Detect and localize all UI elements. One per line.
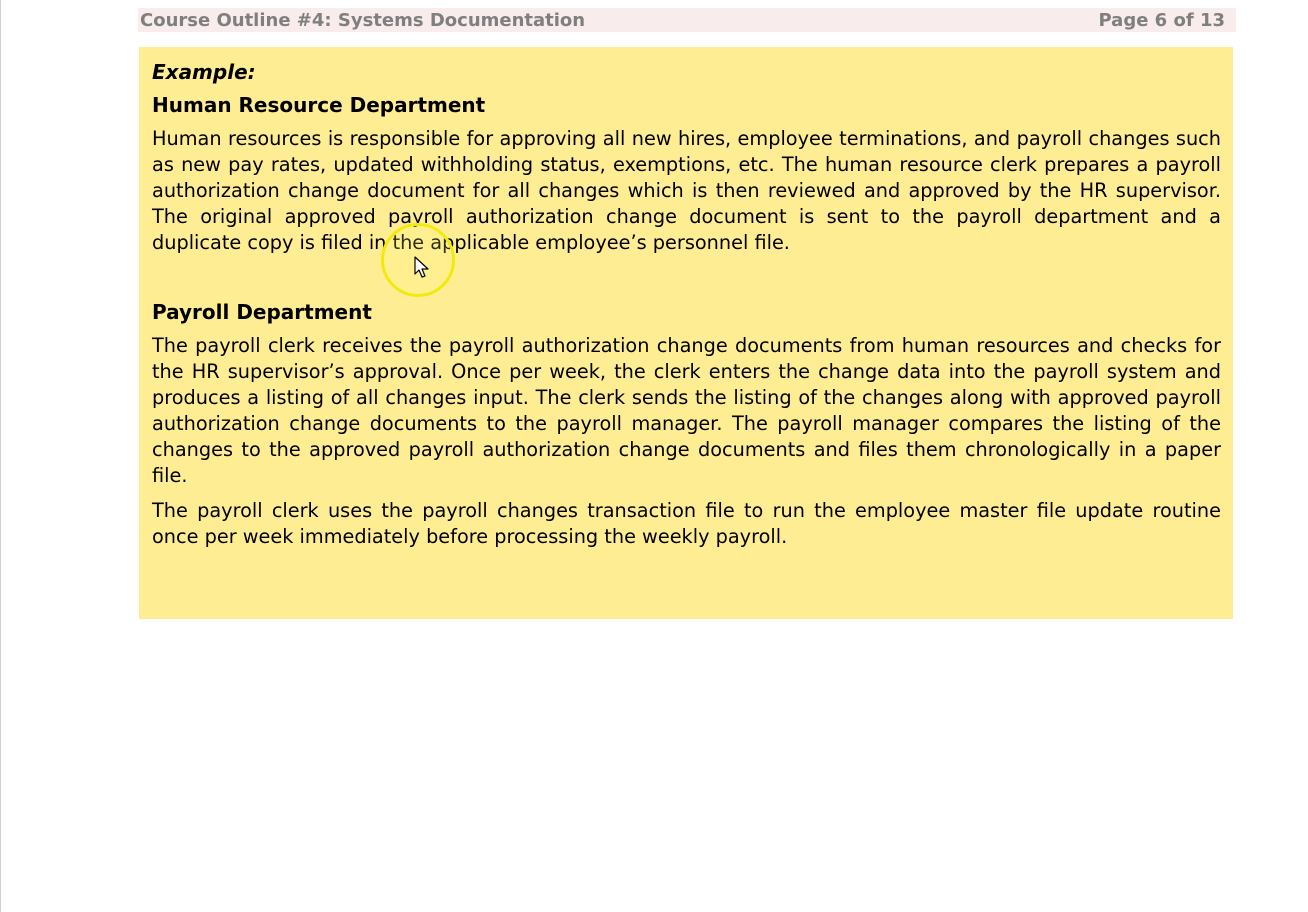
section-heading-human-resource: Human Resource Department: [152, 93, 486, 117]
document-title: Course Outline #4: Systems Documentation: [140, 9, 586, 31]
cursor-highlight: [381, 223, 453, 295]
paragraph-payroll-1: The payroll clerk receives the payroll authorization change documents from human resources and checks for the HR supervisor’s approval. Once per week, the clerk enters the change data into the payroll system and produces a listing of all changes input. The clerk sends the listing of the changes along with approved payroll authorization change documents to the payroll manager. The payroll manager compares the listing of the changes to the approved payroll authorization change documents and files them chronologically in a paper file.: [152, 334, 1221, 487]
page-header: [138, 8, 1236, 32]
section-spacer: [152, 265, 1221, 299]
example-box: [139, 47, 1233, 619]
paragraph-payroll-2: The payroll clerk uses the payroll changes transaction file to run the employee master file update routine once per week immediately before processing the weekly payroll.: [152, 499, 1221, 548]
mouse-pointer-icon: [414, 256, 430, 280]
example-label: Example:: [152, 60, 256, 84]
section-heading-payroll: Payroll Department: [152, 300, 372, 324]
page-indicator: Page 6 of 13: [1098, 9, 1225, 31]
paragraph-human-resource: Human resources is responsible for approving all new hires, employee terminations, and payroll changes such as new pay rates, updated withholding status, exemptions, etc. The human resource clerk prepares a payroll authorization change document for all changes which is then reviewed and approved by the HR supervisor. The original approved payroll authorization change document is sent to the payroll department and a duplicate copy is filed in the applicable employee’s personnel file.: [152, 127, 1221, 254]
